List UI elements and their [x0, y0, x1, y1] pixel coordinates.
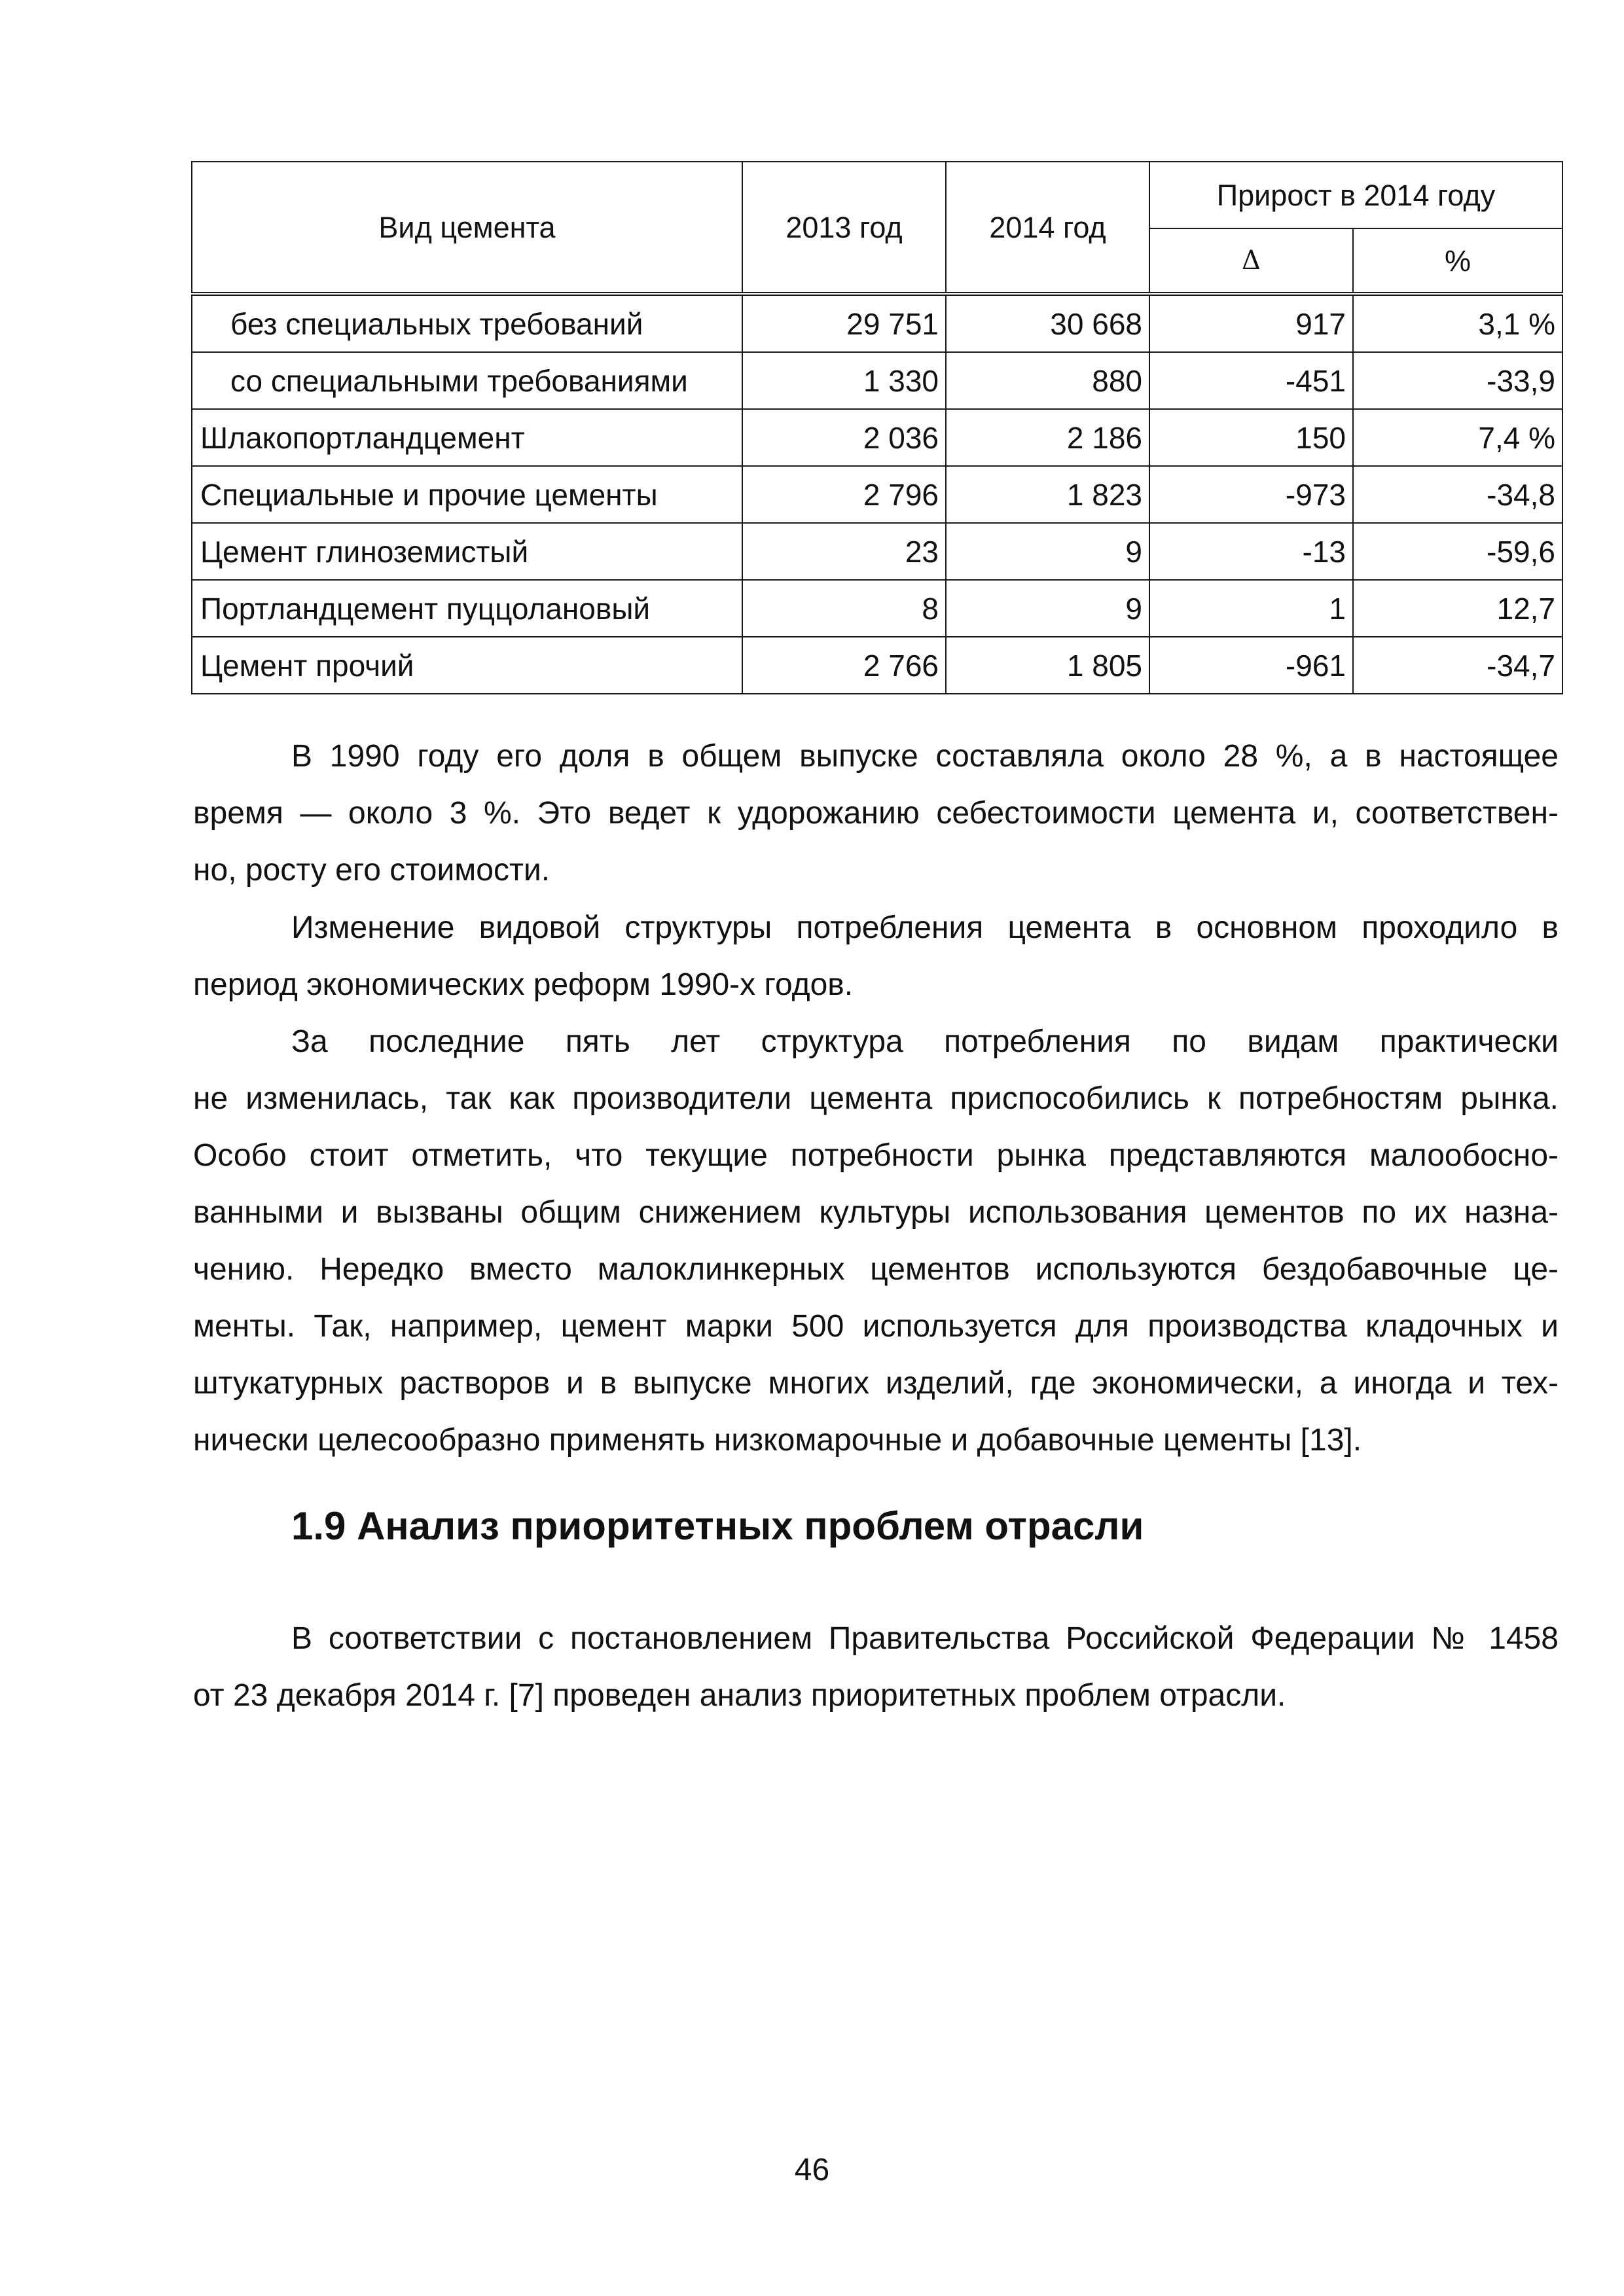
- row-name: Специальные и прочие цементы: [192, 466, 742, 523]
- header-cement-type: Вид цемента: [192, 162, 742, 294]
- paragraph-share-1990: [193, 728, 1559, 899]
- table-row: [192, 466, 1562, 523]
- text-line: ванными и вызваны общим снижением культуры использования цементов по их назна-: [193, 1195, 1559, 1230]
- row-value-2013: 8: [742, 580, 946, 637]
- text-line: чению. Нередко вместо малоклинкерных цементов используются бездобавочные це-: [193, 1252, 1559, 1287]
- text-line: но, росту его стоимости.: [193, 853, 550, 888]
- row-value-2014: 30 668: [946, 294, 1149, 352]
- row-value-2013: 1 330: [742, 352, 946, 409]
- row-delta: 150: [1149, 409, 1353, 466]
- text-line: Особо стоит отметить, что текущие потребности рынка представляются малообосно-: [193, 1138, 1559, 1173]
- text-line: период экономических реформ 1990-х годов.: [193, 967, 854, 1002]
- paragraph-structure-change: [193, 899, 1559, 1013]
- row-delta: -973: [1149, 466, 1353, 523]
- row-value-2014: 880: [946, 352, 1149, 409]
- row-percent: -34,7: [1353, 637, 1562, 694]
- row-value-2013: 29 751: [742, 294, 946, 352]
- row-name: без специальных требований: [192, 294, 742, 352]
- header-delta: Δ: [1149, 228, 1353, 294]
- row-value-2013: 23: [742, 523, 946, 580]
- row-value-2013: 2 796: [742, 466, 946, 523]
- row-name: Цемент глиноземистый: [192, 523, 742, 580]
- text-line: менты. Так, например, цемент марки 500 используется для производства кладочных и: [193, 1309, 1559, 1344]
- text-line: нически целесообразно применять низкомарочные и добавочные цементы [13].: [193, 1423, 1362, 1458]
- row-percent: -59,6: [1353, 523, 1562, 580]
- row-delta: -13: [1149, 523, 1353, 580]
- row-delta: -451: [1149, 352, 1353, 409]
- text-line: от 23 декабря 2014 г. [7] проведен анализ приоритетных проблем отрасли.: [193, 1678, 1286, 1713]
- row-value-2013: 2 036: [742, 409, 946, 466]
- text-line: штукатурных растворов и в выпуске многих изделий, где экономически, а иногда и тех-: [193, 1366, 1559, 1401]
- row-value-2013: 2 766: [742, 637, 946, 694]
- row-percent: 7,4 %: [1353, 409, 1562, 466]
- table-row: [192, 294, 1562, 352]
- section-heading: 1.9 Анализ приоритетных проблем отрасли: [291, 1504, 1144, 1548]
- row-delta: 917: [1149, 294, 1353, 352]
- header-percent: %: [1353, 228, 1562, 294]
- table-row: [192, 580, 1562, 637]
- paragraph-last-five-years: [193, 1013, 1559, 1469]
- row-value-2014: 1 805: [946, 637, 1149, 694]
- header-growth-2014: Прирост в 2014 году: [1149, 162, 1562, 228]
- row-percent: -34,8: [1353, 466, 1562, 523]
- text-line: Изменение видовой структуры потребления цемента в основном проходило в: [291, 910, 1559, 945]
- row-value-2014: 9: [946, 523, 1149, 580]
- text-line: В 1990 году его доля в общем выпуске составляла около 28 %, а в настоящее: [291, 739, 1559, 774]
- row-name: Шлакопортландцемент: [192, 409, 742, 466]
- table-row: [192, 637, 1562, 694]
- page-number: 46: [794, 2153, 830, 2187]
- row-value-2014: 2 186: [946, 409, 1149, 466]
- table-row: [192, 352, 1562, 409]
- text-line: время — около 3 %. Это ведет к удорожанию себестоимости цемента и, соответствен-: [193, 796, 1559, 831]
- row-delta: 1: [1149, 580, 1353, 637]
- cement-types-table: [191, 161, 1563, 694]
- row-value-2014: 9: [946, 580, 1149, 637]
- paragraph-government-decree: [193, 1610, 1559, 1724]
- header-2014: 2014 год: [946, 162, 1149, 294]
- row-percent: 12,7: [1353, 580, 1562, 637]
- row-delta: -961: [1149, 637, 1353, 694]
- text-line: не изменилась, так как производители цемента приспособились к потребностям рынка.: [193, 1081, 1559, 1116]
- row-percent: -33,9: [1353, 352, 1562, 409]
- row-name: со специальными требованиями: [192, 352, 742, 409]
- row-percent: 3,1 %: [1353, 294, 1562, 352]
- header-2013: 2013 год: [742, 162, 946, 294]
- row-name: Цемент прочий: [192, 637, 742, 694]
- text-line: В соответствии с постановлением Правительства Российской Федерации № 1458: [291, 1621, 1559, 1656]
- row-value-2014: 1 823: [946, 466, 1149, 523]
- row-name: Портландцемент пуццолановый: [192, 580, 742, 637]
- table-row: [192, 523, 1562, 580]
- text-line: За последние пять лет структура потребления по видам практически: [291, 1024, 1559, 1059]
- table-row: [192, 409, 1562, 466]
